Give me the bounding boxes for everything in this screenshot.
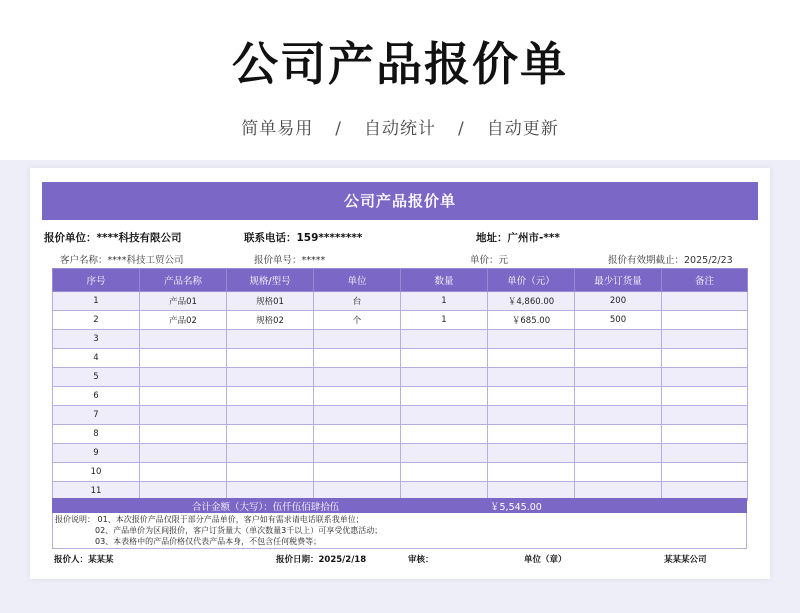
table-cell[interactable]: [227, 368, 314, 387]
table-header-row: [53, 269, 748, 292]
table-cell[interactable]: 4: [53, 349, 140, 368]
table-row: [53, 444, 748, 463]
table-cell[interactable]: [488, 368, 575, 387]
table-cell[interactable]: 6: [53, 387, 140, 406]
table-cell[interactable]: 500: [575, 311, 662, 330]
table-cell[interactable]: [401, 387, 488, 406]
table-cell[interactable]: 200: [575, 292, 662, 311]
valid-until-value[interactable]: 2025/2/23: [684, 255, 733, 266]
table-cell[interactable]: 10: [53, 463, 140, 482]
table-row: [53, 425, 748, 444]
quotation-sheet: [30, 168, 770, 579]
table-cell[interactable]: [575, 444, 662, 463]
table-cell[interactable]: [488, 444, 575, 463]
sheet-title: 公司产品报价单: [42, 182, 758, 220]
table-cell[interactable]: [575, 387, 662, 406]
table-cell[interactable]: [140, 425, 227, 444]
column-header: 最少订货量: [575, 269, 662, 292]
column-header: 规格/型号: [227, 269, 314, 292]
table-cell[interactable]: [314, 349, 401, 368]
table-cell[interactable]: [314, 406, 401, 425]
page-title: 公司产品报价单: [232, 37, 568, 91]
table-cell[interactable]: [662, 311, 748, 330]
table-cell[interactable]: [227, 330, 314, 349]
table-cell[interactable]: [314, 330, 401, 349]
quote-no-value[interactable]: *****: [301, 255, 326, 266]
table-cell[interactable]: [662, 444, 748, 463]
table-row: [53, 349, 748, 368]
table-cell[interactable]: ￥685.00: [488, 311, 575, 330]
table-cell[interactable]: [401, 349, 488, 368]
table-cell[interactable]: [401, 463, 488, 482]
tagline-item: 自动更新: [486, 119, 559, 139]
table-row: [53, 368, 748, 387]
table-cell[interactable]: [488, 330, 575, 349]
table-cell[interactable]: [140, 406, 227, 425]
table-cell[interactable]: 2: [53, 311, 140, 330]
table-cell[interactable]: [227, 406, 314, 425]
table-cell[interactable]: [662, 330, 748, 349]
preview-stage: [0, 160, 800, 613]
table-cell[interactable]: [575, 349, 662, 368]
address-value[interactable]: 广州市-***: [507, 232, 560, 244]
table-cell[interactable]: 1: [401, 292, 488, 311]
column-header: 产品名称: [140, 269, 227, 292]
quote-no-label: 报价单号：: [254, 255, 302, 266]
table-cell[interactable]: 5: [53, 368, 140, 387]
table-cell[interactable]: [401, 406, 488, 425]
quote-date-value[interactable]: 2025/2/18: [318, 555, 367, 565]
table-cell[interactable]: 3: [53, 330, 140, 349]
table-cell[interactable]: [662, 368, 748, 387]
quoter-field: [54, 553, 114, 565]
table-cell[interactable]: [401, 368, 488, 387]
total-in-words: 合计金额（大写）：伍仟伍佰肆拾伍: [192, 502, 340, 513]
quoter-value[interactable]: 某某某: [88, 555, 114, 565]
quote-no-field: [254, 252, 325, 266]
quote-date-label: 报价日期：: [276, 555, 319, 565]
table-cell[interactable]: [140, 463, 227, 482]
table-cell[interactable]: 产品02: [140, 311, 227, 330]
unit-value[interactable]: 元: [498, 255, 509, 266]
supplier-field: [44, 230, 181, 245]
review-label: 审核：: [408, 555, 434, 565]
table-cell[interactable]: [575, 368, 662, 387]
valid-until-label: 报价有效期截止：: [608, 255, 685, 266]
table-body: [53, 292, 748, 501]
table-row: [53, 311, 748, 330]
address-label: 地址：: [476, 232, 508, 244]
table-cell[interactable]: [575, 425, 662, 444]
table-cell[interactable]: ￥4,860.00: [488, 292, 575, 311]
table-cell[interactable]: [314, 425, 401, 444]
unit-label: 单价：: [470, 255, 499, 266]
phone-field: [244, 230, 362, 245]
quote-date-field: [276, 553, 366, 565]
table-cell[interactable]: [662, 463, 748, 482]
table-cell[interactable]: [314, 444, 401, 463]
table-cell[interactable]: [662, 292, 748, 311]
table-cell[interactable]: [140, 349, 227, 368]
table-cell[interactable]: [227, 387, 314, 406]
table-cell[interactable]: 9: [53, 444, 140, 463]
total-row: [52, 498, 747, 513]
table-cell[interactable]: 规格01: [227, 292, 314, 311]
table-cell[interactable]: [401, 330, 488, 349]
table-cell[interactable]: 1: [401, 311, 488, 330]
column-header: 单位: [314, 269, 401, 292]
table-cell[interactable]: 规格02: [227, 311, 314, 330]
quote-notes: [52, 513, 747, 549]
tagline-item: 简单易用: [241, 119, 314, 139]
table-cell[interactable]: [662, 387, 748, 406]
total-amount: ￥5,545.00: [490, 502, 542, 513]
table-cell[interactable]: [488, 349, 575, 368]
table-row: [53, 387, 748, 406]
table-cell[interactable]: 11: [53, 482, 140, 501]
table-row: [53, 463, 748, 482]
table-cell[interactable]: [140, 330, 227, 349]
tagline-item: 自动统计: [364, 119, 436, 139]
tagline: [0, 114, 800, 139]
table-cell[interactable]: [227, 349, 314, 368]
table-cell[interactable]: [488, 425, 575, 444]
table-cell[interactable]: [662, 425, 748, 444]
table-cell[interactable]: [488, 463, 575, 482]
table-cell[interactable]: 个: [314, 311, 401, 330]
valid-until-field: [608, 252, 733, 266]
customer-field: [60, 252, 184, 266]
column-header: 单价（元）: [488, 269, 575, 292]
phone-label: 联系电话：: [244, 232, 297, 244]
table-cell[interactable]: [227, 425, 314, 444]
table-cell[interactable]: [227, 463, 314, 482]
column-header: 备注: [662, 269, 748, 292]
table-cell[interactable]: [314, 368, 401, 387]
quoter-label: 报价人：: [54, 555, 89, 565]
customer-label: 客户名称：: [60, 255, 108, 266]
note-line: 报价说明： 01、本次报价产品仅限于部分产品单价，客户如有需求请电话联系我单位；: [55, 515, 364, 524]
table-cell[interactable]: [575, 406, 662, 425]
phone-value[interactable]: 159********: [296, 232, 363, 244]
table-cell[interactable]: [575, 463, 662, 482]
table-cell[interactable]: [488, 406, 575, 425]
quotation-table: [52, 268, 748, 501]
table-row: [53, 292, 748, 311]
stamp-label: 单位（章）: [524, 555, 567, 565]
table-row: [53, 406, 748, 425]
supplier-label: 报价单位：: [44, 232, 97, 244]
tagline-separator: /: [335, 119, 342, 139]
table-cell[interactable]: 台: [314, 292, 401, 311]
note-line: 02、产品单价为区间报价，客户订货量大（单次数量3千以上）可享受优惠活动；: [95, 526, 383, 535]
table-cell[interactable]: [662, 406, 748, 425]
table-cell[interactable]: [140, 368, 227, 387]
table-cell[interactable]: 7: [53, 406, 140, 425]
table-cell[interactable]: 产品01: [140, 292, 227, 311]
table-cell[interactable]: [140, 387, 227, 406]
table-cell[interactable]: [401, 425, 488, 444]
address-field: [476, 230, 560, 245]
table-cell[interactable]: 1: [53, 292, 140, 311]
table-cell[interactable]: 8: [53, 425, 140, 444]
table-cell[interactable]: [140, 444, 227, 463]
company-value[interactable]: 某某某公司: [664, 555, 707, 565]
table-cell[interactable]: [314, 463, 401, 482]
table-cell[interactable]: [662, 349, 748, 368]
unit-field: [470, 252, 508, 266]
tagline-separator: /: [458, 119, 465, 139]
table-row: [53, 330, 748, 349]
note-line: 03、本表格中的产品价格仅代表产品本身，不包含任何税费等；: [95, 537, 322, 546]
table-cell[interactable]: [401, 444, 488, 463]
table-cell[interactable]: [488, 387, 575, 406]
table-cell[interactable]: [314, 387, 401, 406]
supplier-value[interactable]: ****科技有限公司: [96, 232, 182, 244]
table-cell[interactable]: [575, 330, 662, 349]
column-header: 序号: [53, 269, 140, 292]
customer-value[interactable]: ****科技工贸公司: [107, 255, 184, 266]
table-cell[interactable]: [227, 444, 314, 463]
column-header: 数量: [401, 269, 488, 292]
